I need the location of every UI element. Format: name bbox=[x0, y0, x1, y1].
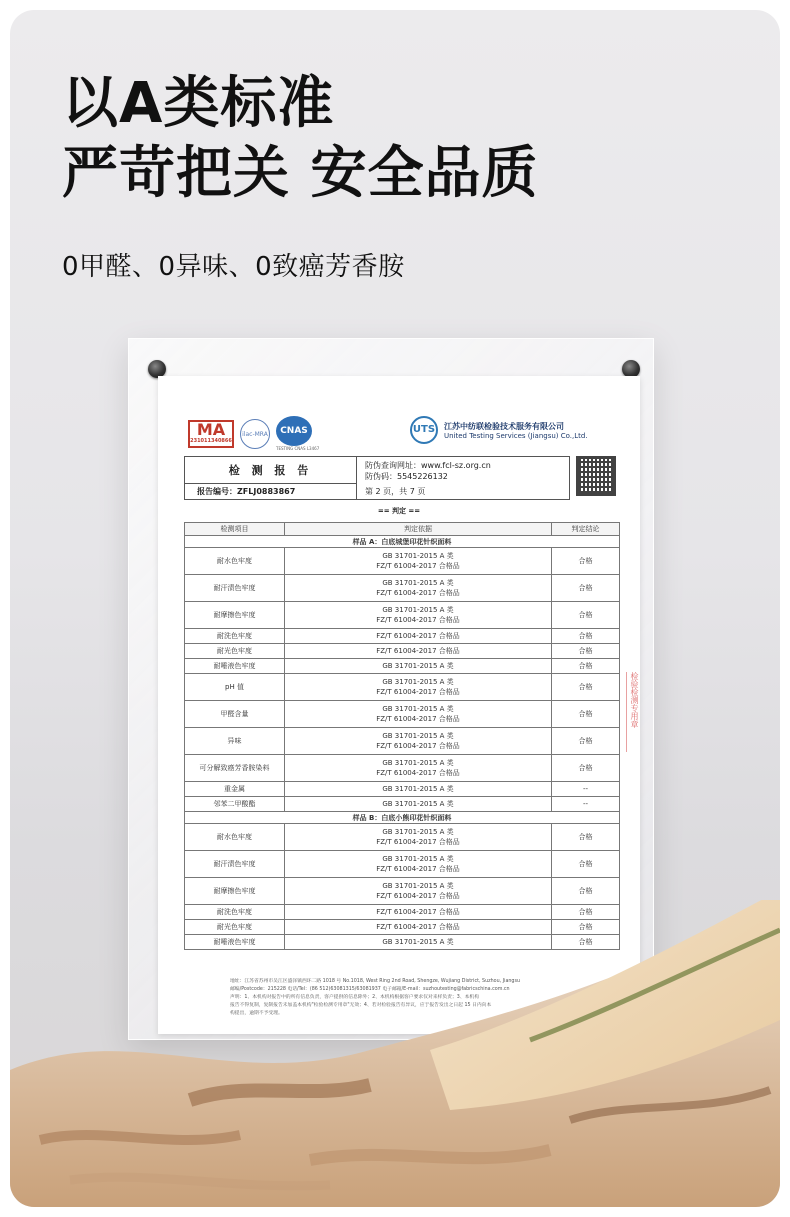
test-basis bbox=[285, 797, 552, 812]
basis-line: FZ/T 61004-2017 合格品 bbox=[376, 632, 460, 640]
test-item: 耐唾液色牢度 bbox=[185, 935, 285, 950]
test-item: 耐摩擦色牢度 bbox=[185, 878, 285, 905]
basis-line: GB 31701-2015 A 类 bbox=[382, 938, 454, 946]
verify-code: 防伪码：5545226132 bbox=[365, 472, 448, 481]
basis-line: FZ/T 61004-2017 合格品 bbox=[376, 562, 460, 570]
test-result: 合格 bbox=[552, 728, 620, 755]
basis-line: FZ/T 61004-2017 合格品 bbox=[376, 892, 460, 900]
test-basis bbox=[285, 602, 552, 629]
test-basis bbox=[285, 755, 552, 782]
basis-line: GB 31701-2015 A 类 bbox=[382, 606, 454, 614]
basis-line: FZ/T 61004-2017 合格品 bbox=[376, 688, 460, 696]
basis-line: GB 31701-2015 A 类 bbox=[382, 552, 454, 560]
footer-address: 地址：江苏省苏州市吴江区盛泽镇西环二路 1018 号 No.1018, West Ring 2nd Road, Shengze, Wujiang District, Suzhou, Jiangsu bbox=[230, 979, 521, 984]
table-row bbox=[185, 629, 620, 644]
test-result: 合格 bbox=[552, 905, 620, 920]
verify-url: 防伪查询网址：www.fcl-sz.org.cn bbox=[365, 461, 491, 470]
basis-line: FZ/T 61004-2017 合格品 bbox=[376, 589, 460, 597]
qr-code bbox=[576, 456, 616, 496]
test-item: 可分解致癌芳香胺染料 bbox=[185, 755, 285, 782]
test-item: 耐摩擦色牢度 bbox=[185, 602, 285, 629]
test-result: -- bbox=[552, 782, 620, 797]
inspection-seal: 检验检测专用章 bbox=[626, 672, 640, 752]
footer-note-2: 报告不得复制，复制报告未加盖本机构"检验检测专用章"无效；4、若对检验报告有异议，应于报告发出之日起 15 日内向本 bbox=[230, 1003, 492, 1008]
basis-line: FZ/T 61004-2017 合格品 bbox=[376, 923, 460, 931]
basis-line: FZ/T 61004-2017 合格品 bbox=[376, 838, 460, 846]
ilac-mra-logo: ilac-MRA bbox=[240, 419, 270, 449]
test-item: 耐洗色牢度 bbox=[185, 629, 285, 644]
results-table bbox=[184, 522, 620, 950]
accreditation-logos bbox=[188, 416, 319, 451]
test-result: 合格 bbox=[552, 851, 620, 878]
sample-label: 样品 B：白底小熊印花针织面料 bbox=[185, 812, 620, 824]
basis-line: GB 31701-2015 A 类 bbox=[382, 579, 454, 587]
lab-brand bbox=[410, 416, 588, 444]
headline-line-1: 以A类标准 bbox=[62, 71, 335, 136]
test-item: 耐光色牢度 bbox=[185, 920, 285, 935]
sample-row-b bbox=[185, 812, 620, 824]
column-header-item: 检测项目 bbox=[185, 523, 285, 536]
basis-line: FZ/T 61004-2017 合格品 bbox=[376, 769, 460, 777]
table-row bbox=[185, 797, 620, 812]
uts-logo: UTS bbox=[410, 416, 438, 444]
test-item: 耐汗渍色牢度 bbox=[185, 575, 285, 602]
table-row bbox=[185, 602, 620, 629]
basis-line: FZ/T 61004-2017 合格品 bbox=[376, 865, 460, 873]
report-number: 报告编号：ZFLJ0883867 bbox=[185, 484, 357, 500]
cnas-sub: TESTING CNAS L3467 bbox=[276, 446, 320, 451]
product-detail-card bbox=[10, 10, 780, 1207]
basis-line: FZ/T 61004-2017 合格品 bbox=[376, 715, 460, 723]
basis-line: FZ/T 61004-2017 合格品 bbox=[376, 647, 460, 655]
test-basis bbox=[285, 644, 552, 659]
sample-label: 样品 A：白底城堡印花针织面料 bbox=[185, 536, 620, 548]
basis-line: GB 31701-2015 A 类 bbox=[382, 732, 454, 740]
basis-line: GB 31701-2015 A 类 bbox=[382, 828, 454, 836]
basis-line: FZ/T 61004-2017 合格品 bbox=[376, 908, 460, 916]
test-result: 合格 bbox=[552, 920, 620, 935]
table-row bbox=[185, 659, 620, 674]
basis-line: GB 31701-2015 A 类 bbox=[382, 705, 454, 713]
test-result: 合格 bbox=[552, 575, 620, 602]
test-basis bbox=[285, 575, 552, 602]
test-basis bbox=[285, 782, 552, 797]
test-result: 合格 bbox=[552, 755, 620, 782]
basis-line: GB 31701-2015 A 类 bbox=[382, 800, 454, 808]
test-result: 合格 bbox=[552, 602, 620, 629]
test-item: 耐汗渍色牢度 bbox=[185, 851, 285, 878]
column-header-result: 判定结论 bbox=[552, 523, 620, 536]
sample-row-a bbox=[185, 536, 620, 548]
basis-line: FZ/T 61004-2017 合格品 bbox=[376, 616, 460, 624]
cma-logo bbox=[188, 420, 234, 448]
test-result: 合格 bbox=[552, 659, 620, 674]
table-row bbox=[185, 674, 620, 701]
table-row bbox=[185, 728, 620, 755]
test-result: 合格 bbox=[552, 548, 620, 575]
cma-number: 231011340866 bbox=[190, 437, 232, 444]
test-basis bbox=[285, 674, 552, 701]
column-header-basis: 判定依据 bbox=[285, 523, 552, 536]
verdict-heading: == 判定 == bbox=[377, 507, 421, 515]
test-result: 合格 bbox=[552, 935, 620, 950]
test-item: 异味 bbox=[185, 728, 285, 755]
basis-line: GB 31701-2015 A 类 bbox=[382, 882, 454, 890]
subheadline: 0甲醛、0异味、0致癌芳香胺 bbox=[62, 252, 405, 282]
test-basis bbox=[285, 728, 552, 755]
test-item: pH 值 bbox=[185, 674, 285, 701]
test-basis bbox=[285, 824, 552, 851]
basis-line: FZ/T 61004-2017 合格品 bbox=[376, 742, 460, 750]
cma-logo-text: MA bbox=[196, 419, 226, 439]
test-item: 耐洗色牢度 bbox=[185, 905, 285, 920]
page-info: 第 2 页，共 7 页 bbox=[365, 487, 426, 496]
test-result: 合格 bbox=[552, 701, 620, 728]
table-row bbox=[185, 548, 620, 575]
basis-line: GB 31701-2015 A 类 bbox=[382, 855, 454, 863]
test-basis bbox=[285, 659, 552, 674]
basis-line: GB 31701-2015 A 类 bbox=[382, 662, 454, 670]
test-basis bbox=[285, 851, 552, 878]
test-item: 邻苯二甲酸酯 bbox=[185, 797, 285, 812]
test-item: 重金属 bbox=[185, 782, 285, 797]
test-result: 合格 bbox=[552, 629, 620, 644]
test-item: 甲醛含量 bbox=[185, 701, 285, 728]
test-item: 耐唾液色牢度 bbox=[185, 659, 285, 674]
results-table-body bbox=[185, 536, 620, 950]
table-row bbox=[185, 851, 620, 878]
footer-note-3: 构提出，逾期不予受理。 bbox=[230, 1011, 283, 1016]
headline-line-2: 严苛把关 安全品质 bbox=[62, 141, 539, 206]
table-row bbox=[185, 701, 620, 728]
lab-name-cn: 江苏中纺联检验技术服务有限公司 bbox=[444, 421, 564, 431]
table-row bbox=[185, 782, 620, 797]
lab-name-en: United Testing Services (Jiangsu) Co.,Ltd. bbox=[444, 431, 588, 440]
table-row bbox=[185, 575, 620, 602]
test-result: 合格 bbox=[552, 674, 620, 701]
basis-line: GB 31701-2015 A 类 bbox=[382, 785, 454, 793]
basis-line: GB 31701-2015 A 类 bbox=[382, 678, 454, 686]
printed-blanket-image bbox=[10, 900, 780, 1207]
report-header-box bbox=[184, 456, 570, 500]
table-row bbox=[185, 824, 620, 851]
basis-line: GB 31701-2015 A 类 bbox=[382, 759, 454, 767]
footer-note-1: 声明：1、本机构对报告中的所有信息负责，客户提供的信息除外；2、本机构根据客户要求仅对来样负责；3、本机构 bbox=[230, 995, 480, 1000]
test-item: 耐水色牢度 bbox=[185, 548, 285, 575]
table-row bbox=[185, 755, 620, 782]
cnas-logo: CNAS bbox=[276, 416, 312, 446]
test-result: 合格 bbox=[552, 878, 620, 905]
test-result: 合格 bbox=[552, 824, 620, 851]
test-result: 合格 bbox=[552, 644, 620, 659]
footer-contact: 邮编/Postcode：215228 电话/Tel：(86 512)63081315/63081937 电子邮箱/E-mail：suzhoutesting@fabricschina.com.cn bbox=[230, 987, 510, 992]
report-title: 检 测 报 告 bbox=[185, 457, 357, 484]
test-item: 耐水色牢度 bbox=[185, 824, 285, 851]
test-item: 耐光色牢度 bbox=[185, 644, 285, 659]
test-basis bbox=[285, 701, 552, 728]
table-row bbox=[185, 644, 620, 659]
test-basis bbox=[285, 548, 552, 575]
test-basis bbox=[285, 629, 552, 644]
test-result: -- bbox=[552, 797, 620, 812]
